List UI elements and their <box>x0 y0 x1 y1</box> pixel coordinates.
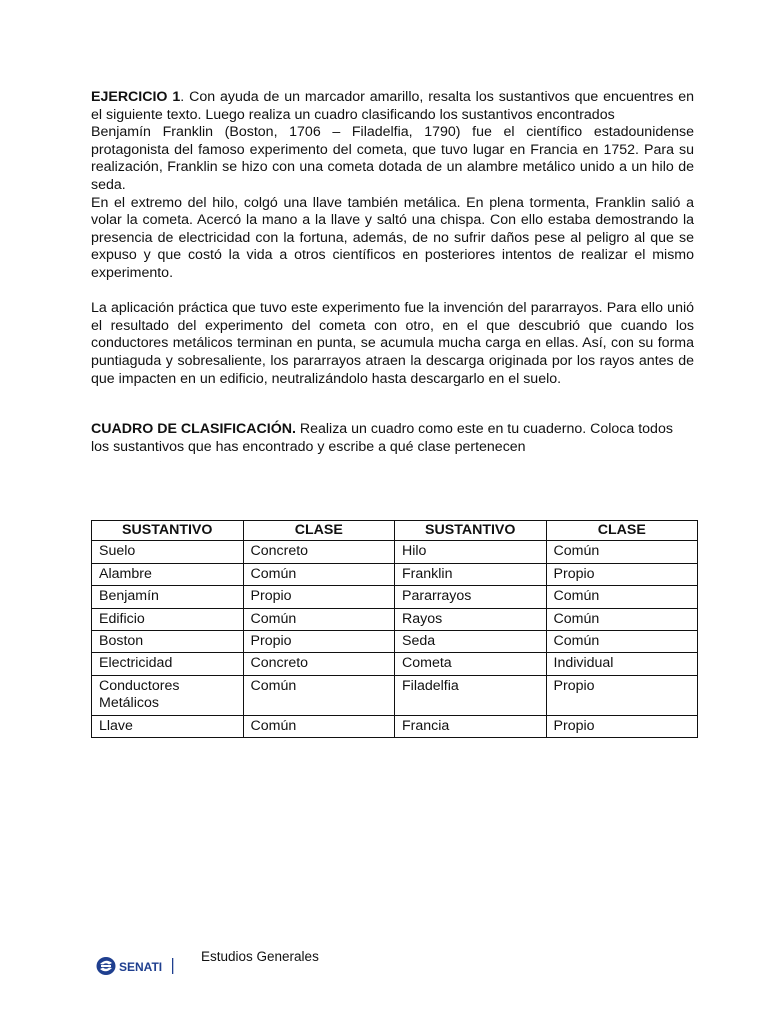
senati-emblem-icon <box>97 957 116 975</box>
table-row <box>92 631 698 653</box>
exercise-label: EJERCICIO 1 <box>91 89 181 105</box>
table-cell: Cometa <box>395 653 547 675</box>
table-cell: Rayos <box>395 608 547 630</box>
table-cell: Propio <box>243 586 395 608</box>
table-cell: Común <box>243 563 395 585</box>
classification-text: Realiza un cuadro como este en tu cuaderno. Coloca todos los sustantivos que has encontrado y escribe a qué clase pertenecen <box>91 421 673 455</box>
logo-wordmark: SENATI <box>119 960 163 974</box>
table-cell: Común <box>546 541 698 563</box>
table-cell: Propio <box>546 563 698 585</box>
table-cell: Suelo <box>92 541 244 563</box>
table-row <box>92 541 698 563</box>
table-cell: Común <box>243 715 395 737</box>
header-clase-1: CLASE <box>243 521 395 541</box>
table-header-row <box>92 521 698 541</box>
table-cell: Común <box>546 631 698 653</box>
table-cell: Francia <box>395 715 547 737</box>
table-row <box>92 653 698 675</box>
table-cell: Común <box>243 675 395 715</box>
header-sustantivo-1: SUSTANTIVO <box>92 521 244 541</box>
table-cell: Hilo <box>395 541 547 563</box>
header-sustantivo-2: SUSTANTIVO <box>395 521 547 541</box>
spacer <box>91 283 694 301</box>
page-footer <box>96 947 396 977</box>
table-cell: Boston <box>92 631 244 653</box>
table-cell: Franklin <box>395 563 547 585</box>
document-body <box>91 89 694 456</box>
table-row <box>92 586 698 608</box>
spacer <box>91 388 694 421</box>
header-clase-2: CLASE <box>546 521 698 541</box>
footer-text: Estudios Generales <box>201 949 319 964</box>
table-cell: Individual <box>546 653 698 675</box>
table-cell: Llave <box>92 715 244 737</box>
classification-heading: CUADRO DE CLASIFICACIÓN. <box>91 421 296 438</box>
table-cell: Común <box>546 586 698 608</box>
table-cell: Seda <box>395 631 547 653</box>
table-cell: Conductores Metálicos <box>92 675 244 715</box>
senati-logo <box>96 955 176 977</box>
classification-table <box>91 520 698 738</box>
paragraph-1: Benjamín Franklin (Boston, 1706 – Filadelfia, 1790) fue el científico estadounidense protagonista del famoso experimento del cometa, que tuvo lugar en Francia en 1752. Para su realización, Franklin se hizo con una cometa dotada de un alambre metálico unido a un hilo de seda. <box>91 124 694 193</box>
exercise-instructions <box>91 89 694 124</box>
table-cell: Común <box>243 608 395 630</box>
classification-instructions <box>91 421 694 456</box>
paragraph-3: La aplicación práctica que tuvo este experimento fue la invención del pararrayos. Para ello unió el resultado del experimento del cometa con otro, en el que descubrió que cuando los conductores metálicos terminan en punta, se acumula mucha carga en ellas. Así, con su forma puntiaguda y sobresaliente, los pararrayos atraen la descarga originada por los rayos antes de que impacten en un edificio, neutralizándolo hasta descargarlo en el suelo. <box>91 300 694 387</box>
table-cell: Edificio <box>92 608 244 630</box>
table-cell: Propio <box>546 675 698 715</box>
table-cell: Pararrayos <box>395 586 547 608</box>
table-cell: Benjamín <box>92 586 244 608</box>
table-row <box>92 608 698 630</box>
table-cell: Alambre <box>92 563 244 585</box>
table-cell: Filadelfia <box>395 675 547 715</box>
exercise-intro: . Con ayuda de un marcador amarillo, resalta los sustantivos que encuentres en el siguiente texto. Luego realiza un cuadro clasificando los sustantivos encontrados <box>91 89 694 123</box>
table-cell: Propio <box>243 631 395 653</box>
table-row <box>92 563 698 585</box>
table-cell: Común <box>546 608 698 630</box>
table-cell: Concreto <box>243 541 395 563</box>
table-row <box>92 715 698 737</box>
table-cell: Propio <box>546 715 698 737</box>
paragraph-2: En el extremo del hilo, colgó una llave también metálica. En plena tormenta, Franklin salió a volar la cometa. Acercó la mano a la llave y saltó una chispa. Con ello estaba demostrando la presencia de electricidad con la fortuna, además, de no sufrir daños pese al peligro al que se expuso y que costó la vida a otros científicos en posteriores intentos de realizar el mismo experimento. <box>91 194 694 281</box>
table-cell: Concreto <box>243 653 395 675</box>
table-row <box>92 675 698 715</box>
table-cell: Electricidad <box>92 653 244 675</box>
